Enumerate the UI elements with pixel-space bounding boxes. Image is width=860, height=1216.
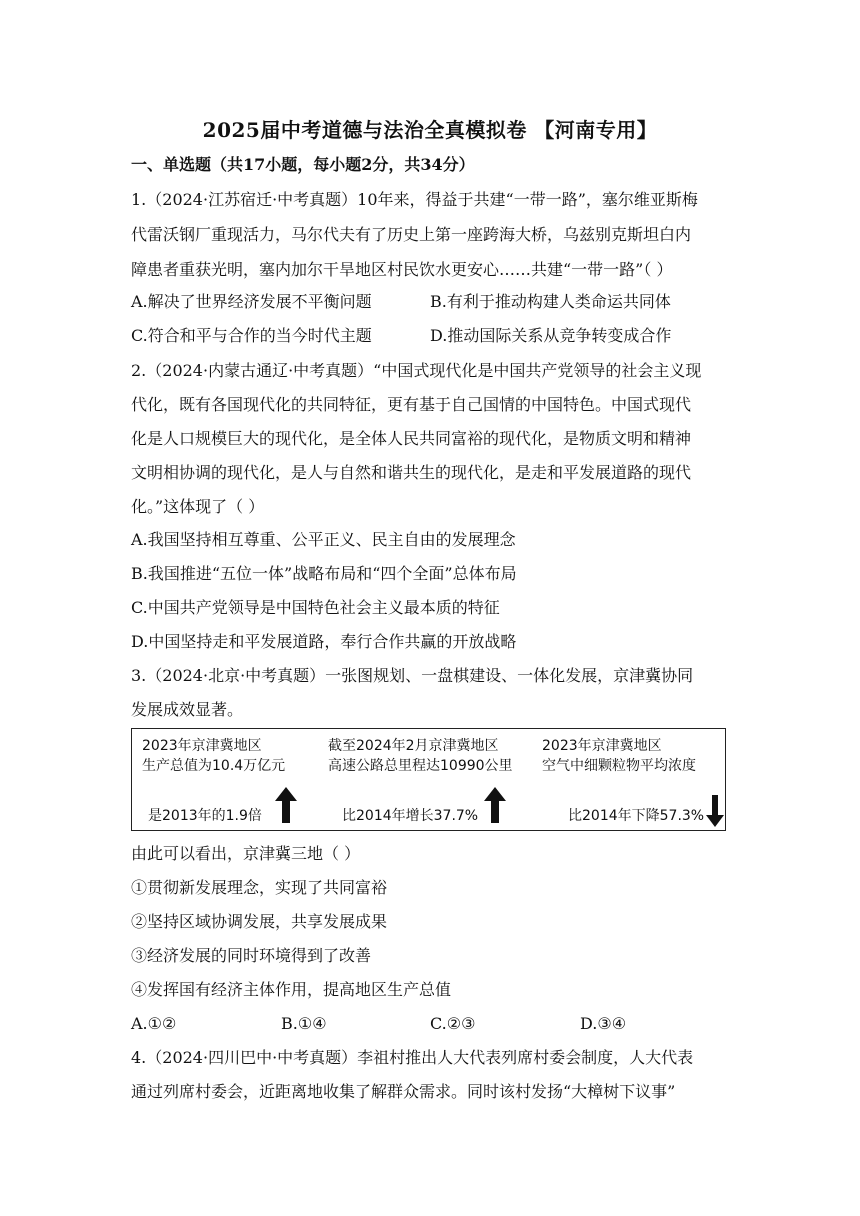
fig-col2-line1: 截至2024年2月京津冀地区	[328, 738, 499, 754]
q1-option-a: A.解决了世界经济发展不平衡问题	[131, 292, 372, 311]
q2-option-c: C.中国共产党领导是中国特色社会主义最本质的特征	[131, 598, 500, 617]
q3-line-2: 发展成效显著。	[131, 700, 244, 719]
q3-item-4: ④发挥国有经济主体作用，提高地区生产总值	[131, 980, 452, 999]
q4-line-2: 通过列席村委会，近距离地收集了解群众需求。同时该村发扬“大樟树下议事”	[131, 1082, 676, 1101]
fig-col1-line1: 2023年京津冀地区	[142, 738, 262, 754]
q3-line-1: 3.（2024·北京·中考真题）一张图规划、一盘棋建设、一体化发展，京津冀协同	[131, 666, 694, 685]
q3-data-figure	[131, 728, 726, 831]
q2-line-3: 化是人口规模巨大的现代化，是全体人民共同富裕的现代化，是物质文明和精神	[131, 429, 692, 448]
fig-col1-bottom: 是2013年的1.9倍	[148, 808, 262, 824]
q3-option-a: A.①②	[131, 1014, 177, 1033]
fig-col3-bottom: 比2014年下降57.3%	[568, 808, 705, 824]
q4-line-1: 4.（2024·四川巴中·中考真题）李祖村推出人大代表列席村委会制度，人大代表	[131, 1048, 694, 1067]
page-title: 2025届中考道德与法治全真模拟卷 【河南专用】	[202, 118, 658, 142]
arrow-down-icon	[706, 795, 724, 827]
fig-col3-line2: 空气中细颗粒物平均浓度	[542, 758, 696, 774]
q1-option-b: B.有利于推动构建人类命运共同体	[430, 292, 671, 311]
q3-item-1: ①贯彻新发展理念，实现了共同富裕	[131, 878, 388, 897]
q3-item-2: ②坚持区域协调发展，共享发展成果	[131, 912, 388, 931]
fig-col2-line2: 高速公路总里程达10990公里	[328, 758, 513, 774]
q3-option-d: D.③④	[580, 1014, 627, 1033]
q2-option-d: D.中国坚持走和平发展道路，奉行合作共赢的开放战略	[131, 632, 517, 651]
q3-option-c: C.②③	[430, 1014, 476, 1033]
section-heading: 一、单选题（共17小题，每小题2分，共34分）	[131, 155, 475, 174]
arrow-up-icon	[484, 787, 506, 823]
q1-option-d: D.推动国际关系从竞争转变成合作	[430, 326, 672, 345]
q1-line-2: 代雷沃钢厂重现活力，马尔代夫有了历史上第一座跨海大桥，乌兹别克斯坦白内	[131, 225, 692, 244]
q3-item-3: ③经济发展的同时环境得到了改善	[131, 946, 372, 965]
q2-option-a: A.我国坚持相互尊重、公平正义、民主自由的发展理念	[131, 530, 516, 549]
arrow-up-icon	[275, 787, 297, 823]
fig-col2-bottom: 比2014年增长37.7%	[342, 808, 479, 824]
fig-col3-line1: 2023年京津冀地区	[542, 738, 662, 754]
q2-line-1: 2.（2024·内蒙古通辽·中考真题）“中国式现代化是中国共产党领导的社会主义现	[131, 361, 702, 380]
q2-line-4: 文明相协调的现代化，是人与自然和谐共生的现代化，是走和平发展道路的现代	[131, 463, 692, 482]
q2-line-5: 化。”这体现了（ ）	[131, 497, 265, 516]
q3-stem: 由此可以看出，京津冀三地（ ）	[131, 844, 361, 863]
q1-line-3: 障患者重获光明，塞内加尔干旱地区村民饮水更安心……共建“一带一路”（ ）	[131, 260, 673, 279]
q2-option-b: B.我国推进“五位一体”战略布局和“四个全面”总体布局	[131, 564, 517, 583]
q2-line-2: 代化，既有各国现代化的共同特征，更有基于自己国情的中国特色。中国式现代	[131, 395, 692, 414]
q1-line-1: 1.（2024·江苏宿迁·中考真题）10年来，得益于共建“一带一路”，塞尔维亚斯梅	[131, 190, 698, 209]
q1-option-c: C.符合和平与合作的当今时代主题	[131, 326, 372, 345]
fig-col1-line2: 生产总值为10.4万亿元	[142, 758, 286, 774]
q3-option-b: B.①④	[281, 1014, 327, 1033]
